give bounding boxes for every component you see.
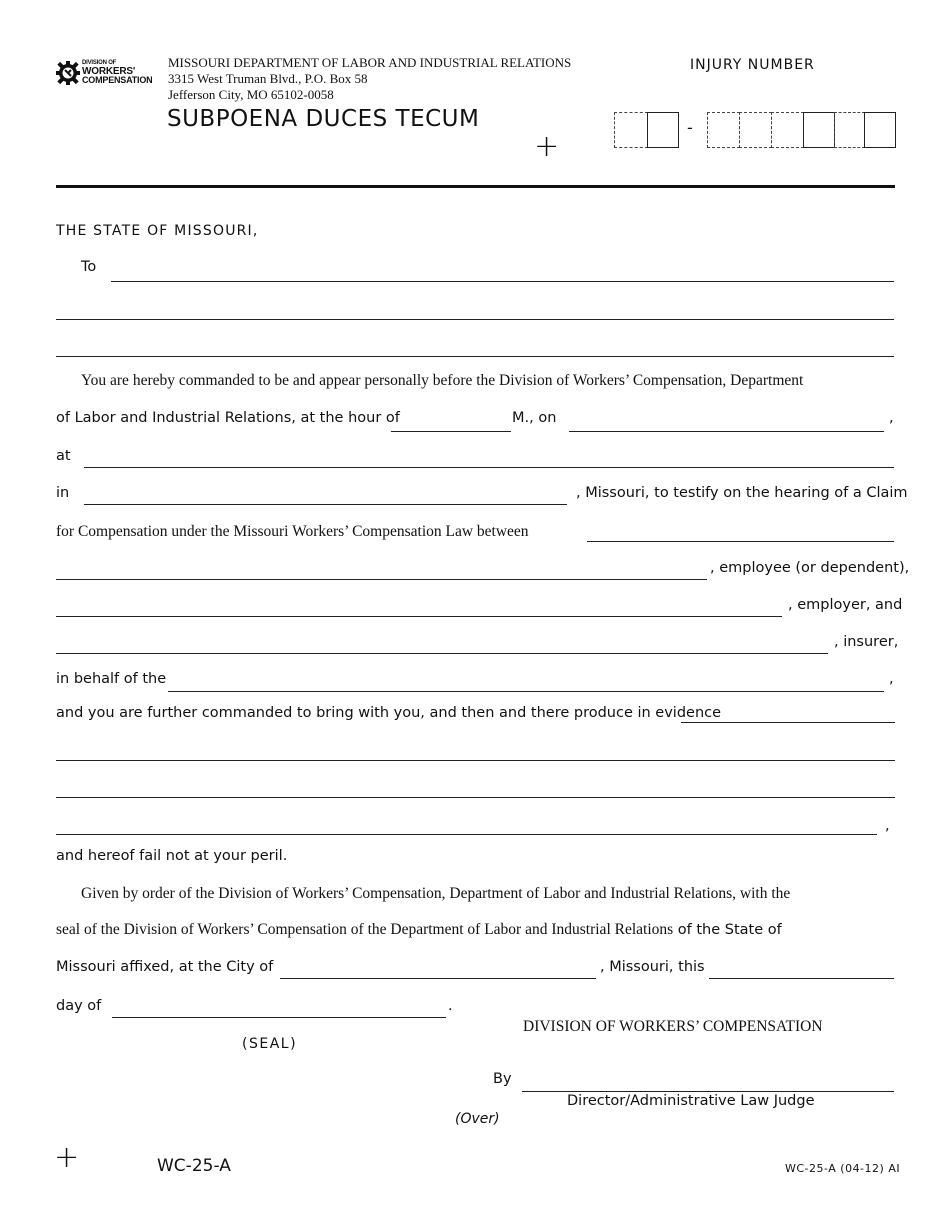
seal-label: (SEAL) xyxy=(242,1036,298,1052)
compensation-text: for Compensation under the Missouri Workers’ Compensation Law between xyxy=(56,523,529,540)
to-field[interactable] xyxy=(111,281,894,282)
gear-icon xyxy=(56,61,80,85)
m-on-text: M., on xyxy=(512,410,557,426)
injury-digit-box[interactable] xyxy=(614,112,648,148)
behalf-label: in behalf of the xyxy=(56,671,167,687)
seal-text-a: seal of the Division of Workers’ Compensation of the Department of Labor and Industrial Relations xyxy=(56,921,674,938)
state-heading: THE STATE OF MISSOURI, xyxy=(56,223,259,239)
signature-field[interactable] xyxy=(522,1091,894,1092)
department-name: MISSOURI DEPARTMENT OF LABOR AND INDUSTRIAL RELATIONS xyxy=(168,55,572,70)
comma: , xyxy=(889,410,894,426)
workers-compensation-logo xyxy=(56,59,156,89)
signer-title: Director/Administrative Law Judge xyxy=(567,1093,815,1109)
injury-number-label: INJURY NUMBER xyxy=(690,57,815,73)
logo-line-1: DIVISION OF xyxy=(82,60,117,66)
injury-digit-box[interactable] xyxy=(739,112,772,148)
address-line-2: Jefferson City, MO 65102-0058 xyxy=(168,87,334,102)
further-text: and you are further commanded to bring with you, and then and there produce in evidence xyxy=(56,705,722,721)
behalf-field[interactable] xyxy=(168,691,884,692)
division-label: DIVISION OF WORKERS’ COMPENSATION xyxy=(523,1018,823,1035)
missouri-testify-text: , Missouri, to testify on the hearing of a Claim xyxy=(576,485,908,501)
evidence-field[interactable] xyxy=(681,722,895,723)
employee-field[interactable] xyxy=(56,579,707,580)
seal-text xyxy=(56,921,782,939)
affixed-text: Missouri affixed, at the City of xyxy=(56,959,274,975)
to-label: To xyxy=(81,259,97,275)
injury-dash: - xyxy=(687,118,693,137)
given-text: Given by order of the Division of Workers’ Compensation, Department of Labor and Industrial Relations, with the xyxy=(81,885,791,902)
injury-digit-box[interactable] xyxy=(803,112,835,148)
injury-digit-box[interactable] xyxy=(864,112,896,148)
by-label: By xyxy=(493,1071,512,1087)
to-field-line-3[interactable] xyxy=(56,356,894,357)
date-field[interactable] xyxy=(569,431,884,432)
insurer-label: , insurer, xyxy=(834,634,899,650)
injury-digit-box[interactable] xyxy=(707,112,740,148)
employee-label: , employee (or dependent), xyxy=(710,560,910,576)
comma-2: , xyxy=(889,671,894,687)
claimant-field[interactable] xyxy=(587,541,894,542)
logo-line-3: COMPENSATION xyxy=(82,75,153,85)
evidence-field-line-3[interactable] xyxy=(56,797,895,798)
over-label: (Over) xyxy=(455,1111,500,1127)
logo-line-2: WORKERS' xyxy=(82,65,135,77)
labor-text: of Labor and Industrial Relations, at the hour of xyxy=(56,410,400,426)
insurer-field[interactable] xyxy=(56,653,828,654)
fail-text: and hereof fail not at your peril. xyxy=(56,848,288,864)
registration-mark: + xyxy=(534,129,560,164)
day-field[interactable] xyxy=(709,978,894,979)
page-title: SUBPOENA DUCES TECUM xyxy=(167,106,480,132)
missouri-this-text: , Missouri, this xyxy=(600,959,705,975)
city-field[interactable] xyxy=(84,504,567,505)
commanded-text: You are hereby commanded to be and appear personally before the Division of Workers’ Compensation, Department xyxy=(81,372,804,389)
location-field[interactable] xyxy=(84,467,894,468)
evidence-field-line-2[interactable] xyxy=(56,760,895,761)
to-field-line-2[interactable] xyxy=(56,319,894,320)
header-divider xyxy=(56,185,895,188)
form-code: WC-25-A (04-12) AI xyxy=(785,1162,901,1175)
form-id: WC-25-A xyxy=(157,1156,231,1176)
day-of-label: day of xyxy=(56,998,102,1014)
injury-digit-box[interactable] xyxy=(771,112,804,148)
injury-digit-box[interactable] xyxy=(834,112,865,148)
employer-label: , employer, and xyxy=(788,597,903,613)
address-line-1: 3315 West Truman Blvd., P.O. Box 58 xyxy=(168,71,368,86)
comma-3: , xyxy=(885,818,890,834)
period: . xyxy=(448,998,453,1014)
seal-text-b: of the State of xyxy=(673,922,782,938)
city-of-field[interactable] xyxy=(280,978,596,979)
registration-mark-bottom: + xyxy=(54,1140,80,1175)
hour-field[interactable] xyxy=(391,431,511,432)
employer-field[interactable] xyxy=(56,616,782,617)
month-year-field[interactable] xyxy=(112,1017,446,1018)
evidence-field-line-4[interactable] xyxy=(56,834,877,835)
at-label: at xyxy=(56,448,71,464)
in-label: in xyxy=(56,485,70,501)
injury-digit-box[interactable] xyxy=(647,112,679,148)
